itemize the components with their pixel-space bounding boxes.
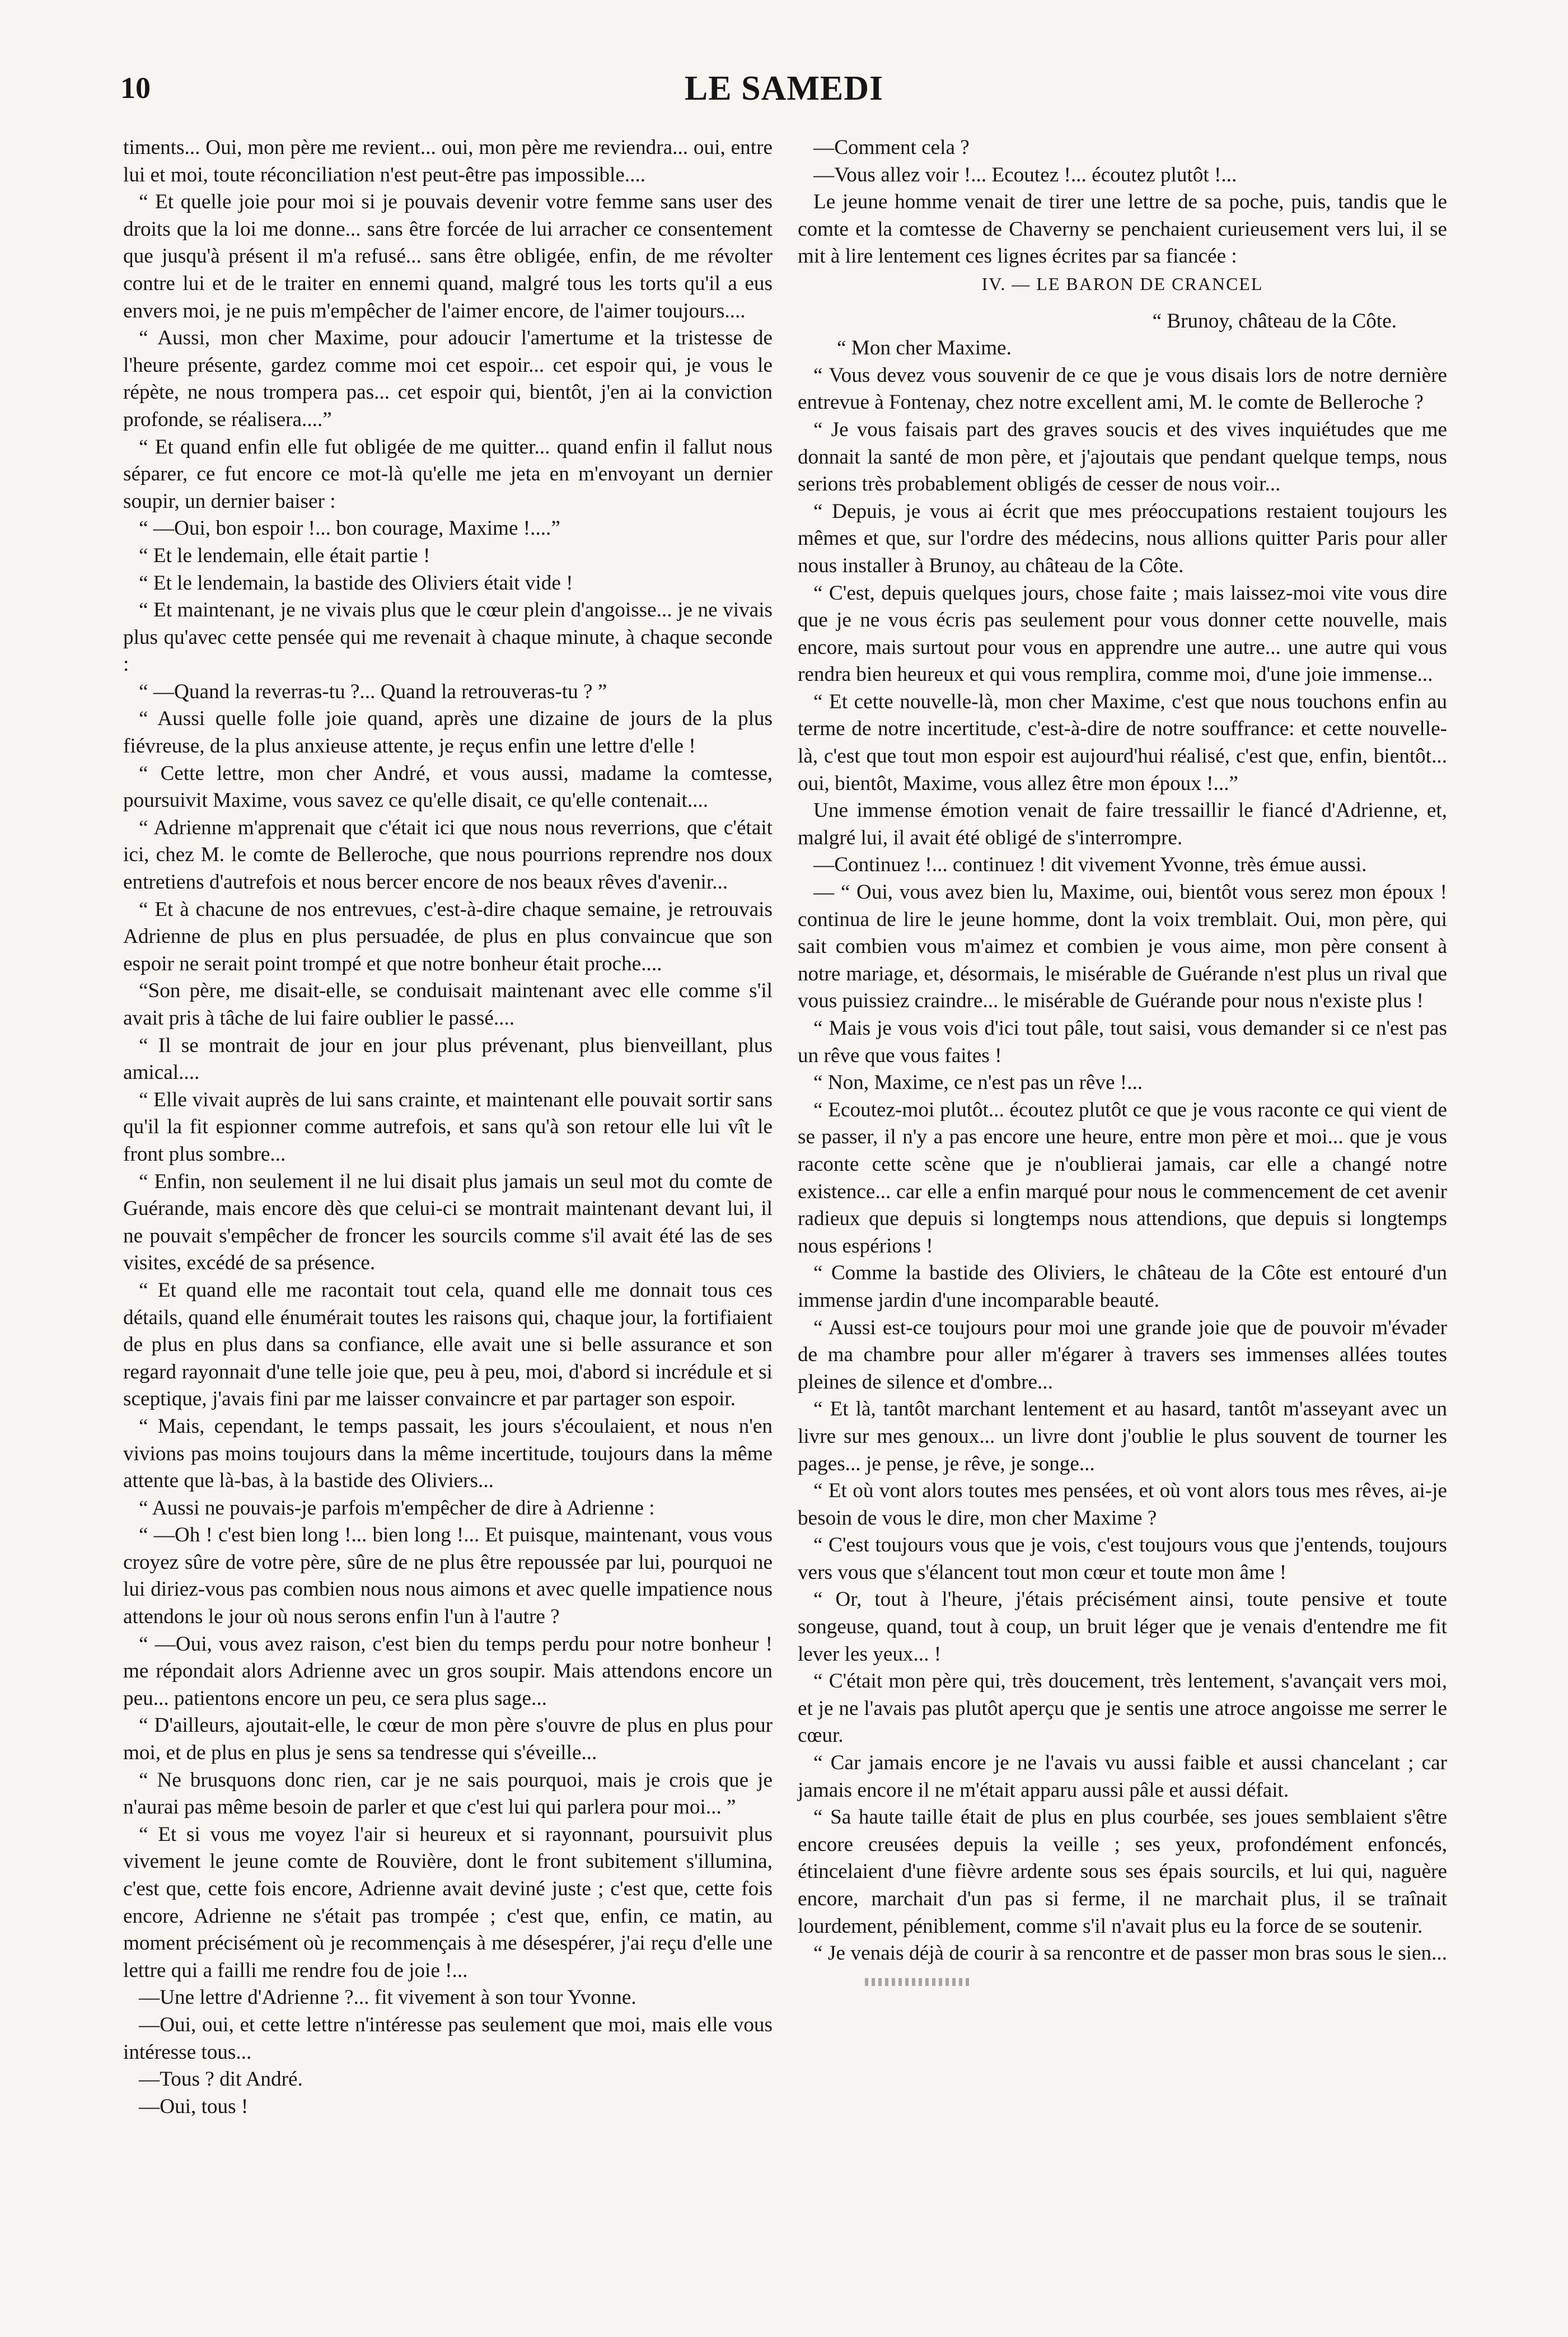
paragraph: “ Je venais déjà de courir à sa rencontre et de passer mon bras sous le sien... — [798, 1940, 1447, 1994]
paragraph: “ Et là, tantôt marchant lentement et au hasard, tantôt m'asseyant avec un livre sur mes genoux... un livre dont j'oublie le plus souvent de tourner les pages... je pense, je rêve, je songe... — [798, 1397, 1447, 1475]
paragraph: —Vous allez voir !... Ecoutez !... écoutez plutôt !... — [813, 163, 1237, 186]
paragraph: timents... Oui, mon père me revient... oui, mon père me reviendra... oui, entre lui et moi, toute réconciliation n'est peut-être pas impossible.... — [123, 136, 773, 186]
paragraph: —Une lettre d'Adrienne ?... fit vivement à son tour Yvonne. — [139, 1986, 636, 2009]
paragraph: “ —Oui, bon espoir !... bon courage, Maxime !....” — [139, 517, 560, 540]
paragraph: “ Vous devez vous souvenir de ce que je vous disais lors de notre dernière entrevue à Fontenay, chez notre excellent ami, M. le comte de Belleroche ? — [798, 363, 1447, 414]
paragraph: “ Il se montrait de jour en jour plus prévenant, plus bienveillant, plus amical.... — [123, 1034, 773, 1085]
paragraph: “ Je vous faisais part des graves soucis et des vives inquiétudes que me donnait la santé de mon père, et j'ajoutais que pendant quelque temps, nous serions très probablement obligés de cesser de nous voir... — [798, 418, 1447, 496]
paragraph: —Oui, oui, et cette lettre n'intéresse pas seulement que moi, mais elle vous intéresse tous... — [123, 2013, 773, 2064]
paragraph: “ Aussi ne pouvais-je parfois m'empêcher de dire à Adrienne : — [139, 1496, 655, 1520]
right-column — [798, 134, 1447, 1994]
paragraph: “ Enfin, non seulement il ne lui disait plus jamais un seul mot du comte de Guérande, mais encore dès que celui-ci se montrait maintenant devant lui, il ne pouvait s'empêcher de froncer les sourcils comme s'il avait été las de ses visites, excédé de sa présence. — [123, 1170, 773, 1275]
paragraph: “ Car jamais encore je ne l'avais vu aussi faible et aussi chancelant ; car jamais encore il ne m'était apparu aussi pâle et aussi défait. — [798, 1751, 1447, 1802]
paragraph: “ Mais je vous vois d'ici tout pâle, tout saisi, vous demander si ce n'est pas un rêve que vous faites ! — [798, 1017, 1447, 1067]
paragraph: “ Adrienne m'apprenait que c'était ici que nous nous reverrions, que c'était ici, chez M. le comte de Belleroche, que nous pourrions reprendre nos doux entretiens d'autrefois et nous bercer encore de nos beaux rêves d'avenir... — [123, 816, 773, 894]
paragraph: —Comment cela ? — [813, 136, 970, 159]
paragraph: “ Comme la bastide des Oliviers, le château de la Côte est entouré d'un immense jardin d'une incomparable beauté. — [798, 1261, 1447, 1312]
paragraph: Le jeune homme venait de tirer une lettre de sa poche, puis, tandis que le comte et la comtesse de Chaverny se penchaient curieusement vers lui, il se mit à lire lentement ces lignes écrites par sa fiancée : — [798, 190, 1447, 268]
page-number: 10 — [120, 71, 151, 105]
page-header — [120, 66, 1448, 111]
paragraph: “ Mais, cependant, le temps passait, les jours s'écoulaient, et nous n'en vivions pas moins toujours dans la même incertitude, toujours dans la même attente que là-bas, à la bastide des Oliviers... — [123, 1414, 773, 1493]
paragraph: Une immense émotion venait de faire tressaillir le fiancé d'Adrienne, et, malgré lui, il avait été obligé de s'interrompre. — [798, 799, 1447, 849]
paragraph: “ Et quand elle me racontait tout cela, quand elle me donnait tous ces détails, quand elle énumérait toutes les raisons qui, chaque jour, la fortifiaient de plus en plus dans sa confiance, elle avait une si belle assurance et son regard rayonnait d'une telle joie que, peu à peu, moi, d'abord si incrédule et si sceptique, j'avais fini par me laisser convaincre et par partager son espoir. — [123, 1278, 773, 1411]
paragraph: “ C'est, depuis quelques jours, chose faite ; mais laissez-moi vite vous dire que je ne vous écris pas seulement pour vous donner cette nouvelle, mais encore, mais surtout pour vous en apprendre une autre... une autre qui vous rendra bien heureux et qui vous remplira, comme moi, d'une joie immense... — [798, 581, 1447, 686]
paragraph: “ Et cette nouvelle-là, mon cher Maxime, c'est que nous touchons enfin au terme de notre incertitude, c'est-à-dire de notre souffrance: et cette nouvelle-là, c'est que tout mon espoir est aujourd'hui réalisé, c'est que, enfin, bientôt... oui, bientôt, Maxime, vous allez être mon époux !...” — [798, 690, 1447, 795]
paragraph: “ C'est toujours vous que je vois, c'est toujours vous que j'entends, toujours vers vous que s'élancent tout mon cœur et toute mon âme ! — [798, 1534, 1447, 1584]
paragraph: “ Et quand enfin elle fut obligée de me quitter... quand enfin il fallut nous séparer, ce fut encore ce mot-là qu'elle me jeta en m'envoyant un dernier soupir, un dernier baiser : — [123, 435, 773, 513]
print-smudge — [865, 1978, 971, 1986]
paragraph: “ Ne brusquons donc rien, car je ne sais pourquoi, mais je crois que je n'aurai pas même besoin de parler et que c'est lui qui parlera pour moi... ” — [123, 1768, 773, 1819]
letter-salutation: “ Mon cher Maxime. — [837, 336, 1012, 360]
paragraph: “ Sa haute taille était de plus en plus courbée, ses joues semblaient s'être encore creusées depuis la veille ; ses yeux, profondément enfoncés, étincelaient d'une fièvre ardente sous ses épais sourcils, et lui qui, naguère encore, marchait d'un pas si ferme, il ne marchait plus, il se traînait lourdement, péniblement, comme s'il n'avait plus eu la force de se soutenir. — [798, 1806, 1447, 1938]
paragraph: “ —Oui, vous avez raison, c'est bien du temps perdu pour notre bonheur ! me répondait alors Adrienne avec un gros soupir. Mais attendons encore un peu... patientons encore un peu, ce sera plus sage... — [123, 1632, 773, 1710]
paragraph: “ Ecoutez-moi plutôt... écoutez plutôt ce que je vous raconte ce qui vient de se passer, il n'y a pas encore une heure, entre mon père et moi... que je vous raconte cette scène que je n'oublierai jamais, car elle a changé notre existence... car elle a enfin marqué pour nous le commencement de cet avenir radieux que depuis si longtemps nous attendions, que depuis si longtemps nous espérions ! — [798, 1098, 1447, 1258]
paragraph: “ Et le lendemain, la bastide des Oliviers était vide ! — [139, 571, 573, 595]
paragraph: “ —Quand la reverras-tu ?... Quand la retrouveras-tu ? ” — [139, 680, 607, 703]
paragraph: “ —Oh ! c'est bien long !... bien long !... Et puisque, maintenant, vous vous croyez sûre de votre père, sûre de ne plus être repoussée par lui, pourquoi ne lui diriez-vous pas combien nous nous aimons et avec quelle impatience nous attendons le jour où nous serons enfin l'un à l'autre ? — [123, 1523, 773, 1629]
paragraph: “ C'était mon père qui, très doucement, très lentement, s'avançait vers moi, et je ne l'avais pas plutôt aperçu que je sentis une atroce angoisse me serrer le cœur. — [798, 1670, 1447, 1747]
paragraph: “ Cette lettre, mon cher André, et vous aussi, madame la comtesse, poursuivit Maxime, vous savez ce qu'elle disait, ce qu'elle contenait.... — [123, 761, 773, 812]
paragraph: “ Or, tout à l'heure, j'étais précisément ainsi, toute pensive et toute songeuse, quand, tout à coup, un bruit léger que je venais d'entendre me fit lever les yeux... ! — [798, 1588, 1447, 1666]
paragraph: “ Aussi quelle folle joie quand, après une dizaine de jours de la plus fiévreuse, de la plus anxieuse attente, je reçus enfin une lettre d'elle ! — [123, 707, 773, 758]
left-column — [123, 134, 773, 2120]
right-column-body — [798, 362, 1447, 1995]
section-heading: IV. — LE BARON DE CRANCEL — [981, 273, 1263, 294]
paragraph: —Continuez !... continuez ! dit vivement Yvonne, très émue aussi. — [813, 853, 1367, 877]
right-column-intro — [798, 134, 1447, 270]
paragraph: “ Et où vont alors toutes mes pensées, et où vont alors tous mes rêves, ai-je besoin de vous le dire, mon cher Maxime ? — [798, 1479, 1447, 1530]
paragraph: “ Elle vivait auprès de lui sans crainte, et maintenant elle pouvait sortir sans qu'il la fit espionner comme autrefois, et sans qu'à son retour elle lui vît le front plus sombre... — [123, 1088, 773, 1166]
paragraph: “ Depuis, je vous ai écrit que mes préoccupations restaient toujours les mêmes et que, sur l'ordre des médecins, nous allions quitter Paris pour aller nous installer à Brunoy, au château de la Côte. — [798, 499, 1447, 577]
paragraph: “ Aussi, mon cher Maxime, pour adoucir l'amertume et la tristesse de l'heure présente, gardez comme moi cet espoir... cet espoir qui, je vous le répète, ne nous trompera pas... cet espoir qui, bientôt, j'en ai la conviction profonde, se réalisera....” — [123, 326, 773, 431]
paragraph: “ Non, Maxime, ce n'est pas un rêve !... — [813, 1071, 1143, 1095]
paragraph: —Tous ? dit André. — [139, 2068, 303, 2091]
paragraph: “ D'ailleurs, ajoutait-elle, le cœur de mon père s'ouvre de plus en plus pour moi, et de plus en plus je sens sa tendresse qui s'éveille... — [123, 1714, 773, 1765]
paragraph: “ Et le lendemain, elle était partie ! — [139, 544, 430, 567]
paragraph: “Son père, me disait-elle, se conduisait maintenant avec elle comme s'il avait pris à tâche de lui faire oublier le passé.... — [123, 979, 773, 1030]
paragraph: “ Et maintenant, je ne vivais plus que le cœur plein d'angoisse... je ne vivais plus qu'avec cette pensée qui me revenait à chaque minute, à chaque seconde : — [123, 599, 773, 676]
paragraph: — “ Oui, vous avez bien lu, Maxime, oui, bientôt vous serez mon époux ! continua de lire le jeune homme, dont la voix tremblait. Oui, mon père, qui sait combien vous m'aimez et combien je vous aime, mon père consent à notre mariage, et, désormais, le misérable de Guérande n'est plus un rival que vous puissiez craindre... le misérable de Guérande pour nous n'existe plus ! — [798, 881, 1447, 1013]
paragraph: “ Et quelle joie pour moi si je pouvais devenir votre femme sans user des droits que la loi me donne... sans être forcée de lui arracher ce consentement que jusqu'à présent il m'a refusé... sans être obligée, enfin, de me révolter contre lui et de le traiter en ennemi quand, malgré tous les torts qu'il a eus envers moi, je ne puis m'empêcher de l'aimer encore, de l'aimer toujours.... — [123, 190, 773, 322]
paragraph: —Oui, tous ! — [139, 2095, 249, 2118]
journal-title: LE SAMEDI — [684, 69, 884, 107]
paragraph: “ Aussi est-ce toujours pour moi une grande joie que de pouvoir m'évader de ma chambre pour aller m'égarer à travers ses immenses allées toutes pleines de silence et d'ombre... — [798, 1316, 1447, 1394]
paragraph: “ Et si vous me voyez l'air si heureux et si rayonnant, poursuivit plus vivement le jeune comte de Rouvière, dont le front subitement s'illumina, c'est que, cette fois encore, Adrienne avait deviné juste ; c'est que, cette fois encore, Adrienne ne s'était pas trompée ; c'est que, enfin, ce matin, au moment précisément où je recommençais à me désespérer, j'ai reçu d'elle une lettre qui a failli me rendre fou de joie !... — [123, 1822, 773, 1982]
letter-dateline: “ Brunoy, château de la Côte. — [1152, 309, 1397, 333]
paragraph: “ Et à chacune de nos entrevues, c'est-à-dire chaque semaine, je retrouvais Adrienne de plus en plus persuadée, de plus en plus convaincue que son espoir ne serait point trompé et que notre bonheur était proche.... — [123, 898, 773, 975]
